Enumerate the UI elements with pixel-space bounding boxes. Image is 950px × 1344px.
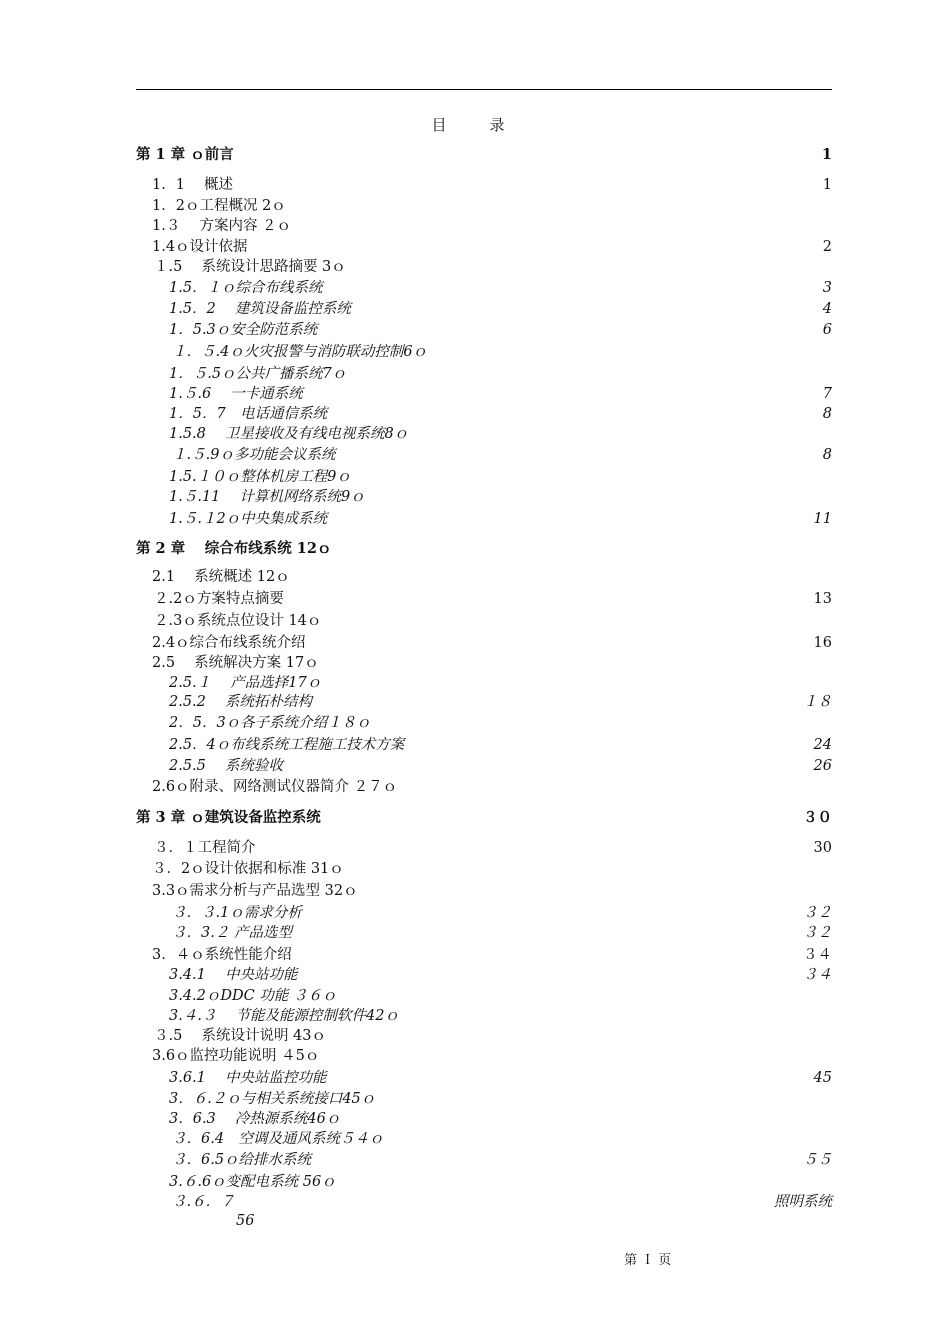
toc-entry-page: 13	[813, 591, 832, 607]
toc-entry-page: 2	[822, 239, 832, 255]
toc-entry-text: 2．5．3ｏ各子系统介绍１８ｏ	[169, 715, 371, 731]
toc-entry[interactable]	[136, 756, 832, 776]
toc-entry-page: 26	[813, 758, 832, 774]
toc-entry-text: 1．1 概述	[152, 177, 234, 193]
toc-entry-text: 3.6.1 中央站监控功能	[169, 1070, 327, 1086]
toc-entry-text: 第 2 章 综合布线系统 12ｏ	[136, 540, 332, 557]
toc-entry[interactable]	[136, 1046, 832, 1066]
toc-entry-page: 30	[813, 840, 832, 856]
toc-entry-text: 1.5.１０ｏ整体机房工程9ｏ	[169, 469, 351, 485]
toc-entry[interactable]	[136, 859, 832, 879]
toc-entry-text: 1．5．7 电话通信系统	[169, 406, 328, 422]
toc-entry[interactable]	[136, 342, 832, 362]
toc-entry-page: 1	[821, 146, 832, 163]
toc-entry-page: ３０	[803, 809, 832, 826]
toc-entry-text: 3.６.6ｏ变配电系统 56ｏ	[169, 1174, 336, 1190]
toc-entry-text: 第 1 章 ｏ前言	[136, 146, 234, 163]
toc-entry[interactable]	[136, 589, 832, 609]
toc-entry-text: 1.３ 方案内容 ２ｏ	[152, 218, 292, 234]
toc-entry[interactable]	[136, 777, 832, 797]
toc-entry-text: 1．５.5ｏ公共广播系统7ｏ	[169, 366, 347, 382]
toc-entry[interactable]	[136, 965, 832, 985]
toc-title: 目 录	[431, 116, 519, 134]
toc-entry-page: 45	[813, 1070, 832, 1086]
toc-entry-text: ３．2ｏ设计依据和标准 31ｏ	[152, 861, 344, 877]
toc-entry[interactable]	[136, 567, 832, 587]
toc-entry[interactable]	[136, 1150, 832, 1170]
toc-entry[interactable]	[136, 539, 832, 559]
toc-entry-text: 1.5.8 卫星接收及有线电视系统8ｏ	[169, 426, 409, 442]
toc-entry-page: 7	[822, 386, 832, 402]
toc-entry[interactable]	[136, 1129, 832, 1149]
toc-entry[interactable]	[136, 923, 832, 943]
toc-entry-page: 1	[822, 177, 832, 193]
toc-entry-page: 3	[822, 280, 832, 296]
toc-entry-text: １.5 系统设计思路摘要 3ｏ	[154, 259, 346, 275]
toc-entry-text: ３．３.1ｏ需求分析	[172, 905, 302, 921]
toc-entry-text: 1.5．2 建筑设备监控系统	[169, 301, 351, 317]
toc-entry-text: 1.５.１2ｏ中央集成系统	[169, 511, 328, 527]
toc-entry-text: 1.５.6 一卡通系统	[169, 386, 303, 402]
toc-entry[interactable]	[136, 1211, 832, 1231]
toc-entry[interactable]	[136, 509, 832, 529]
toc-entry-text: ３．6.4 空调及通风系统５４ｏ	[172, 1131, 384, 1147]
toc-entry-page: ３４	[803, 967, 832, 983]
toc-entry-text: 3.4.2ｏDDC 功能 ３６ｏ	[169, 988, 337, 1004]
toc-entry[interactable]	[136, 1192, 832, 1212]
toc-entry-page: 6	[822, 322, 832, 338]
toc-entry-page: 11	[813, 511, 832, 527]
toc-entry-text: ３.６．７	[172, 1194, 235, 1210]
toc-entry-page: 8	[822, 406, 832, 422]
toc-entry-text: 1.５.11 计算机网络系统9ｏ	[169, 489, 365, 505]
toc-entry[interactable]	[136, 445, 832, 465]
toc-entry-page: ３４	[803, 947, 832, 963]
toc-entry-text: 3.3ｏ需求分析与产品选型 32ｏ	[152, 883, 358, 899]
toc-entry-text: 2.5.2 系统拓朴结构	[169, 694, 313, 710]
toc-entry[interactable]	[136, 611, 832, 631]
toc-entry-text: 2.5 系统解决方案 17ｏ	[152, 655, 319, 671]
toc-entry-page: ３２	[803, 905, 832, 921]
toc-entry-page: 24	[813, 737, 832, 753]
page-footer: 第 Ｉ 页	[624, 1253, 672, 1268]
toc-entry-page: 照明系统	[774, 1194, 832, 1210]
toc-entry[interactable]	[136, 633, 832, 653]
toc-entry[interactable]	[136, 278, 832, 298]
toc-entry-text: 3.6ｏ监控功能说明 ４5ｏ	[152, 1048, 320, 1064]
toc-entry[interactable]	[136, 1026, 832, 1046]
toc-entry-text: 1．5.3ｏ安全防范系统	[169, 322, 318, 338]
toc-entry[interactable]	[136, 364, 832, 384]
toc-entry-page: 4	[822, 301, 832, 317]
toc-entry[interactable]	[136, 384, 832, 404]
toc-entry-text: 2.1 系统概述 12ｏ	[152, 569, 290, 585]
toc-entry[interactable]	[136, 881, 832, 901]
toc-entry[interactable]	[136, 216, 832, 236]
toc-entry-text: 1.4ｏ设计依据	[152, 239, 248, 255]
header-rule	[136, 89, 832, 90]
toc-entry-text: 2.4ｏ综合布线系统介绍	[152, 635, 306, 651]
toc-entry[interactable]	[136, 404, 832, 424]
toc-entry-page: 8	[822, 447, 832, 463]
toc-entry[interactable]	[136, 145, 832, 165]
toc-entry[interactable]	[136, 673, 832, 693]
toc-entry[interactable]	[136, 299, 832, 319]
toc-entry[interactable]	[136, 808, 832, 828]
toc-entry-text: 第 3 章 ｏ建筑设备监控系统	[136, 809, 321, 826]
toc-entry[interactable]	[136, 237, 832, 257]
toc-entry-text: １．５.4ｏ火灾报警与消防联动控制6ｏ	[172, 344, 428, 360]
toc-entry[interactable]	[136, 986, 832, 1006]
toc-entry[interactable]	[136, 653, 832, 673]
toc-entry-text: 56	[236, 1213, 255, 1229]
toc-entry-text: 3．6.3 冷热源系统46ｏ	[169, 1111, 341, 1127]
toc-entry-text: 3．６.２ｏ与相关系统接口45ｏ	[169, 1091, 376, 1107]
toc-entry[interactable]	[136, 424, 832, 444]
toc-entry-text: ２.3ｏ系统点位设计 14ｏ	[154, 613, 322, 629]
toc-entry-text: 2.5．4ｏ布线系统工程施工技术方案	[169, 737, 405, 753]
toc-entry[interactable]	[136, 1109, 832, 1129]
toc-entry[interactable]	[136, 735, 832, 755]
toc-entry-page: １８	[803, 694, 832, 710]
toc-entry-text: 1.5．１ｏ综合布线系统	[169, 280, 323, 296]
toc-entry-text: ３．3.２ 产品选型	[172, 925, 292, 941]
toc-entry-text: 3.４.３ 节能及能源控制软件42ｏ	[169, 1008, 400, 1024]
toc-entry-text: １.５.9ｏ多功能会议系统	[172, 447, 336, 463]
toc-entry-page: ３２	[803, 925, 832, 941]
toc-entry-page: ５５	[803, 1152, 832, 1168]
toc-entry[interactable]	[136, 903, 832, 923]
toc-entry-text: 2.5.5 系统验收	[169, 758, 284, 774]
toc-entry[interactable]	[136, 692, 832, 712]
toc-entry[interactable]	[136, 713, 832, 733]
toc-entry[interactable]	[136, 487, 832, 507]
toc-entry[interactable]	[136, 1006, 832, 1026]
toc-entry[interactable]	[136, 175, 832, 195]
toc-entry[interactable]	[136, 838, 832, 858]
toc-entry-text: 2.5.１ 产品选择17ｏ	[169, 675, 322, 691]
toc-entry-text: 1．2ｏ工程概况 2ｏ	[152, 198, 286, 214]
toc-entry[interactable]	[136, 1172, 832, 1192]
toc-entry-text: 3.4.1 中央站功能	[169, 967, 298, 983]
toc-entry[interactable]	[136, 196, 832, 216]
toc-entry[interactable]	[136, 945, 832, 965]
toc-entry-text: 2.6ｏ附录、网络测试仪器简介 ２７ｏ	[152, 779, 398, 795]
toc-entry-page: 16	[813, 635, 832, 651]
toc-entry[interactable]	[136, 467, 832, 487]
toc-entry[interactable]	[136, 257, 832, 277]
toc-entry-text: ２.2ｏ方案特点摘要	[154, 591, 284, 607]
toc-entry[interactable]	[136, 1089, 832, 1109]
toc-entry-text: ３．6.5ｏ给排水系统	[172, 1152, 312, 1168]
toc-entry[interactable]	[136, 1068, 832, 1088]
toc-entry-text: 3．４ｏ系统性能介绍	[152, 947, 292, 963]
toc-entry-text: ３.5 系统设计说明 43ｏ	[154, 1028, 327, 1044]
toc-entry-text: ３．１工程简介	[154, 840, 256, 856]
toc-entry[interactable]	[136, 320, 832, 340]
